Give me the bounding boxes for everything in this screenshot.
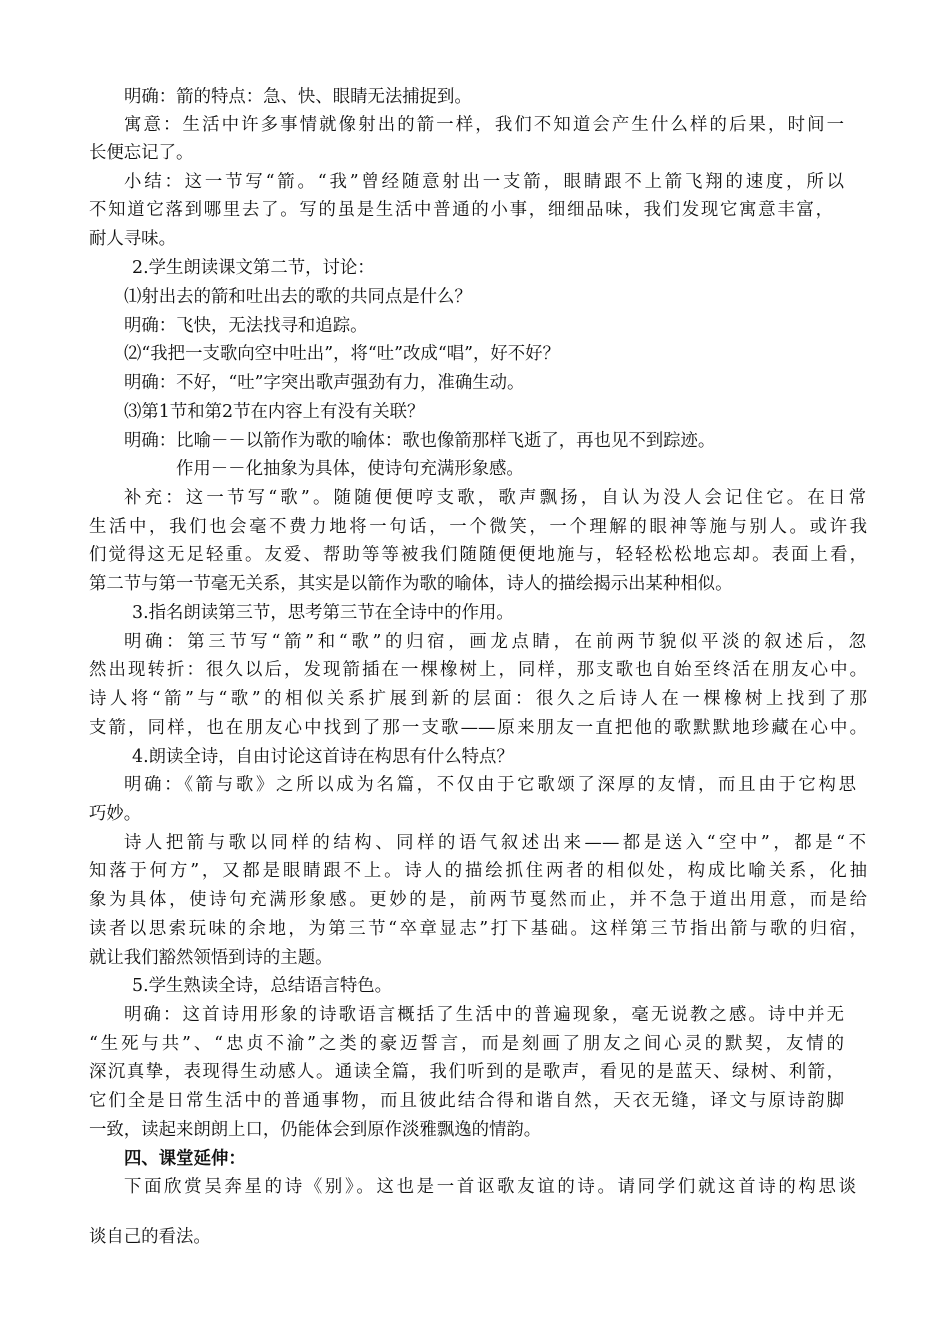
text-line: 们觉得这无足轻重。友爱、帮助等等被我们随随便便地施与，轻轻松松地忘却。表面上看， xyxy=(89,545,867,565)
text-line: 2.学生朗读课文第二节，讨论： xyxy=(132,258,375,278)
text-line: 明确：第三节写“箭”和“歌”的归宿，画龙点睛，在前两节貌似平淡的叙述后，忽 xyxy=(124,632,866,652)
text-line: 生活中，我们也会毫不费力地将一句话，一个微笑，一个理解的眼神等施与别人。或许我 xyxy=(89,517,867,537)
text-line: 巧妙。 xyxy=(89,804,142,824)
text-line: 谈自己的看法。 xyxy=(89,1227,211,1247)
text-line: 深沉真挚，表现得生动感人。通读全篇，我们听到的是歌声，看见的是蓝天、绿树、利箭， xyxy=(89,1062,844,1082)
text-line: 作用－－化抽象为具体，使诗句充满形象感。 xyxy=(176,459,524,479)
text-line: 它们全是日常生活中的普通事物，而且彼此结合得和谐自然，天衣无缝，译文与原诗韵脚 xyxy=(89,1091,844,1111)
text-line: 明确：箭的特点：急、快、眼睛无法捕捉到。 xyxy=(124,87,472,107)
text-line: 明确：《箭与歌》之所以成为名篇，不仅由于它歌颂了深厚的友情，而且由于它构思 xyxy=(124,775,856,795)
text-line: 耐人寻味。 xyxy=(89,229,176,249)
text-line: 明确：这首诗用形象的诗歌语言概括了生活中的普遍现象，毫无说教之感。诗中并无 xyxy=(124,1005,844,1025)
text-line: 小结：这一节写“箭。“我”曾经随意射出一支箭，眼睛跟不上箭飞翔的速度，所以 xyxy=(124,172,844,192)
text-line: 明确：不好，“吐”字突出歌声强劲有力，准确生动。 xyxy=(124,373,525,393)
text-line: 4.朗读全诗，自由讨论这首诗在构思有什么特点？ xyxy=(132,747,514,767)
text-line: 诗人把箭与歌以同样的结构、同样的语气叙述出来——都是送入“空中”，都是“不 xyxy=(124,833,866,853)
text-line: 明确：比喻－－以箭作为歌的喻体：歌也像箭那样飞逝了，再也见不到踪迹。 xyxy=(124,431,716,451)
text-line: 支箭，同样，也在朋友心中找到了那一支歌——原来朋友一直把他的歌默默地珍藏在心中。 xyxy=(89,718,867,738)
text-line: ⑶第1节和第2节在内容上有没有关联？ xyxy=(124,402,425,422)
text-line: ⑵“我把一支歌向空中吐出”，将“吐”改成“唱”，好不好？ xyxy=(124,344,560,364)
text-line: 5.学生熟读全诗，总结语言特色。 xyxy=(132,976,393,996)
text-line: 3.指名朗读第三节，思考第三节在全诗中的作用。 xyxy=(132,603,514,623)
text-line: 然出现转折：很久以后，发现箭插在一棵橡树上，同样，那支歌也自始至终活在朋友心中。 xyxy=(89,660,867,680)
text-line: 读者以思索玩味的余地，为第三节“卒章显志”打下基础。这样第三节指出箭与歌的归宿， xyxy=(89,919,867,939)
text-line: 补充：这一节写“歌”。随随便便哼支歌，歌声飘扬，自认为没人会记住它。在日常 xyxy=(124,488,866,508)
text-line: 明确：飞快，无法找寻和追踪。 xyxy=(124,316,368,336)
text-line: 象为具体，使诗句充满形象感。更妙的是，前两节戛然而止，并不急于道出用意，而是给 xyxy=(89,890,867,910)
text-line: 不知道它落到哪里去了。写的虽是生活中普通的小事，细细品味，我们发现它寓意丰富， xyxy=(89,200,833,220)
text-line: 诗人将“箭”与“歌”的相似关系扩展到新的层面：很久之后诗人在一棵橡树上找到了那 xyxy=(89,689,867,709)
text-line: 一致，读起来朗朗上口，仍能体会到原作淡雅飘逸的情韵。 xyxy=(89,1120,542,1140)
text-line: 第二节与第一节毫无关系，其实是以箭作为歌的喻体，诗人的描绘揭示出某种相似。 xyxy=(89,574,733,594)
text-line: “生死与共”、“忠贞不渝”之类的豪迈誓言，而是刻画了朋友之间心灵的默契，友情的 xyxy=(89,1034,844,1054)
text-line: 寓意：生活中许多事情就像射出的箭一样，我们不知道会产生什么样的后果，时间一 xyxy=(124,115,844,135)
text-line: 就让我们豁然领悟到诗的主题。 xyxy=(89,948,333,968)
text-line: 下面欣赏吴奔星的诗《别》。这也是一首讴歌友谊的诗。请同学们就这首诗的构思谈 xyxy=(124,1177,856,1197)
section-heading: 四、课堂延伸： xyxy=(124,1149,246,1169)
text-line: ⑴射出去的箭和吐出去的歌的共同点是什么？ xyxy=(124,287,472,307)
text-line: 长便忘记了。 xyxy=(89,143,194,163)
text-line: 知落于何方”，又都是眼睛跟不上。诗人的描绘抓住两者的相似处，构成比喻关系，化抽 xyxy=(89,861,867,881)
